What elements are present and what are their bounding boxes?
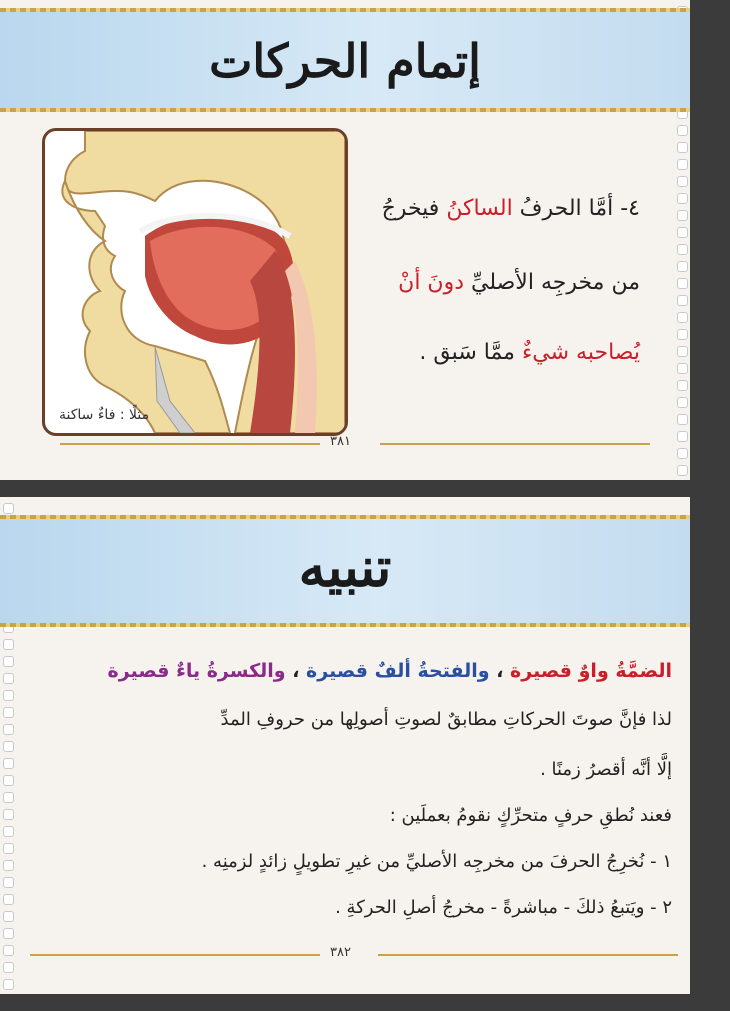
page-number-rule-right: [378, 954, 678, 956]
page-number-rule-right: [380, 443, 650, 445]
highlighted-text: يُصاحبه شيءٌ: [521, 340, 640, 365]
book-page-382: [0, 497, 690, 994]
gold-border-bottom: [0, 623, 690, 627]
mouth-anatomy-figure: [42, 128, 348, 436]
step-1: ١ - نُخرِجُ الحرفَ من مخرجِه الأصليِّ من غيرِ تطويلٍ زائدٍ لزمنِه .: [201, 851, 672, 872]
body-line-4: فعند نُطقِ حرفٍ متحرِّكٍ نقومُ بعملَين :: [389, 805, 672, 826]
gold-border-bottom: [0, 108, 690, 112]
body-line-3: [419, 340, 640, 365]
highlighted-text: دونَ أنْ: [398, 270, 464, 295]
vowels-line: [108, 660, 672, 682]
book-page-381: [0, 0, 690, 480]
body-line-1: [382, 196, 640, 221]
fatha-text: والفتحةُ ألفٌ قصيرة: [306, 660, 490, 682]
separator: ،: [489, 660, 511, 682]
body-line-3: إلَّا أنَّه أقصرُ زمنًا .: [540, 759, 672, 780]
text-segment: فيخرجُ: [381, 196, 447, 221]
text-segment: ٤- أمَّا الحرفُ: [512, 196, 640, 221]
body-line-2: [398, 270, 640, 295]
mouth-anatomy-illustration: [45, 131, 345, 433]
damma-text: الضمَّةُ واوٌ قصيرة: [510, 660, 672, 682]
page-number: ٣٨٢: [330, 945, 351, 960]
step-2: ٢ - ويَتبعُ ذلكَ - مباشرةً - مخرجُ أصلِ الحركةِ .: [335, 897, 672, 918]
page-title: إتمام الحركات: [209, 34, 481, 88]
text-segment: من مخرجِه الأصليِّ: [464, 270, 640, 295]
page-number-rule-left: [60, 443, 320, 445]
page-title: تنبيه: [298, 535, 392, 599]
separator: ،: [285, 660, 307, 682]
page-number-rule-left: [30, 954, 320, 956]
kasra-text: والكسرةُ ياءٌ قصيرة: [107, 660, 286, 682]
text-segment: ممَّا سَبق .: [419, 340, 522, 365]
body-line-2: لذا فإنَّ صوتَ الحركاتِ مطابقٌ لصوتِ أصولِها من حروفِ المدِّ: [220, 709, 672, 730]
figure-caption: مثلًا : فاءٌ ساكنة: [59, 407, 150, 423]
highlighted-text: الساكنُ: [446, 196, 513, 221]
page-number: ٣٨١: [330, 434, 351, 449]
